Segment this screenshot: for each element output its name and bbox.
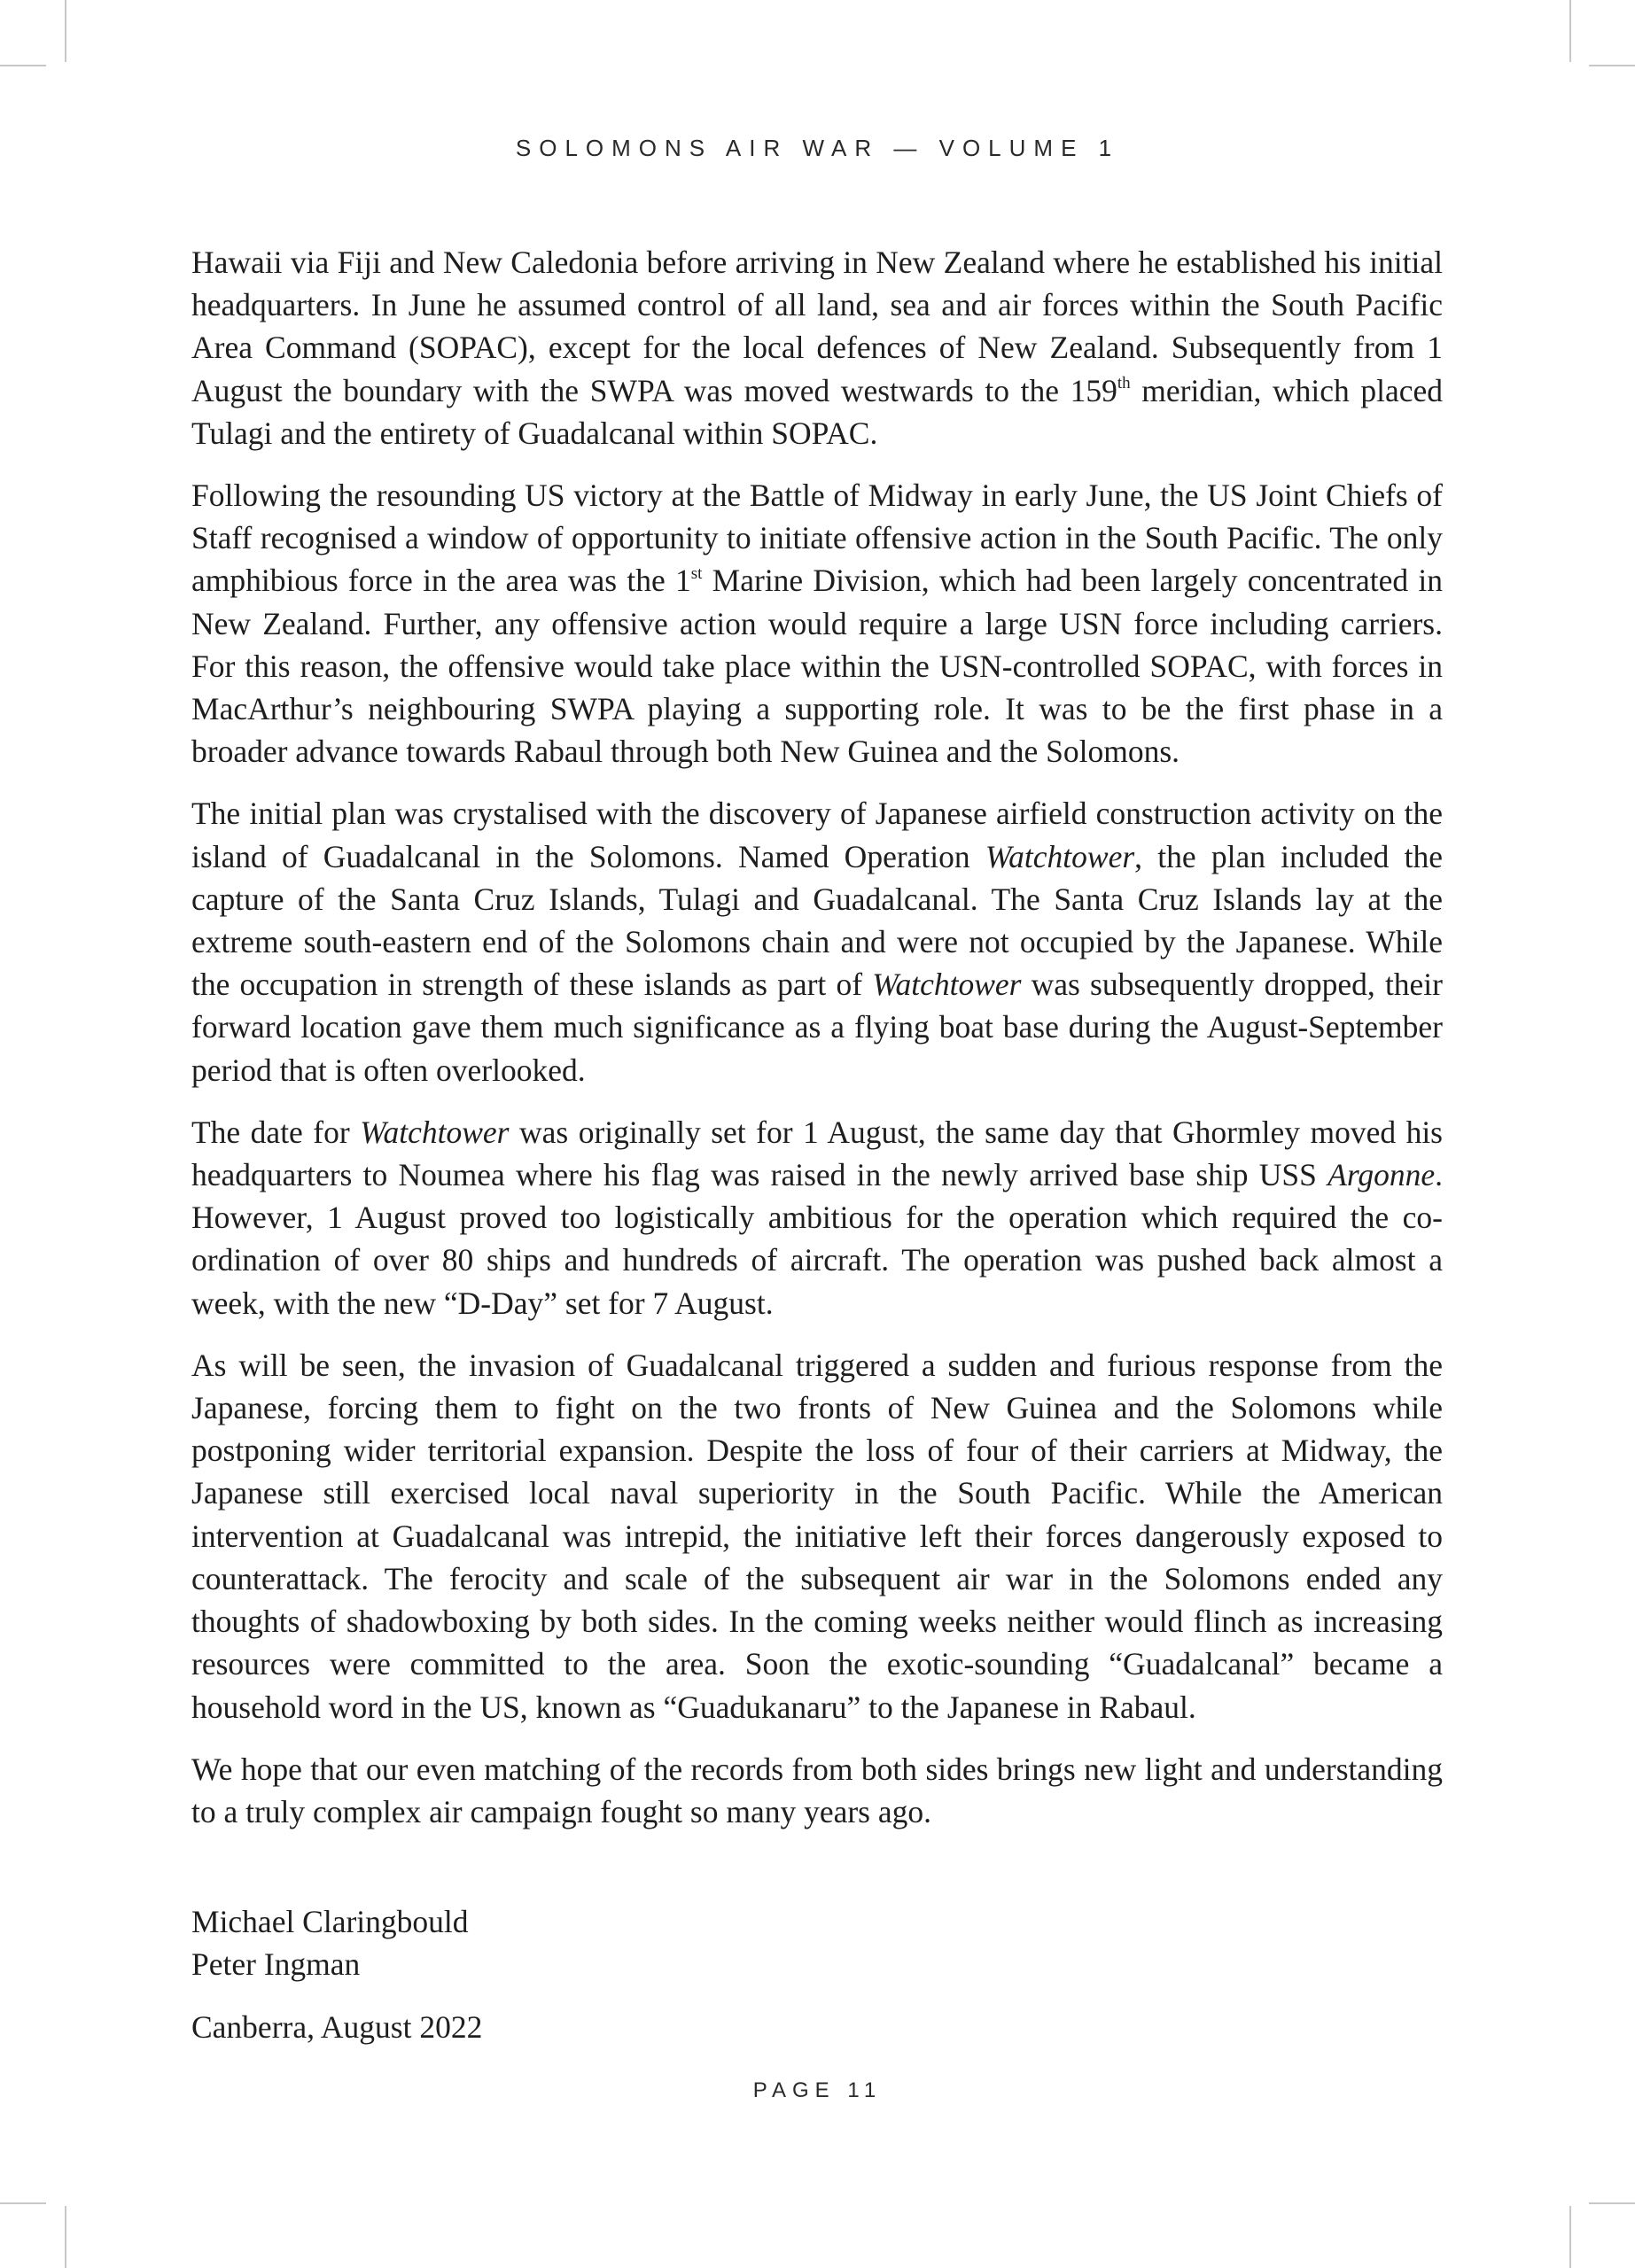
crop-mark [65, 2206, 66, 2268]
body-text [191, 241, 1443, 2048]
crop-mark [1569, 2206, 1571, 2268]
crop-mark [1589, 2202, 1635, 2204]
paragraph-text: Hawaii via Fiji and New Caledonia before arriving in New Zealand where he established his initial headquarters. In June he assumed control of all land, sea and air forces within the South Pacific Area Command (SOPAC), except for the local defences of New Zealand. Subsequently from 1 August the boundary with the SWPA was moved westwards to the 159 [191, 245, 1443, 408]
paragraph-text: Following the resounding US victory at the Battle of Midway in early June, the US Joint Chiefs of Staff recognised a window of opportunity to initiate offensive action in the South Pacific. The only amphibious force in the area was the 1 [191, 478, 1443, 599]
page-number: PAGE 11 [752, 2078, 883, 2102]
superscript: th [1117, 373, 1131, 392]
paragraph-text: . However, 1 August proved too logistically ambitious for the operation which required the co-ordination of over 80 ships and hundreds of aircraft. The operation was pushed back almost a week, with the new “D-Day” set for 7 August. [191, 1157, 1443, 1321]
italic-text: Watchtower [360, 1114, 510, 1150]
paragraph-text: , the plan included the capture of the Santa Cruz Islands, Tulagi and Guadalcanal. The Santa Cruz Islands lay at the extreme south-eastern end of the Solomons chain and were not occupied by the Japanese. While the occupation in strength of these islands as part of [191, 838, 1443, 1003]
author-name: Peter Ingman [191, 1946, 361, 1983]
paragraph [191, 241, 1443, 454]
running-head: SOLOMONS AIR WAR — VOLUME 1 [515, 135, 1120, 161]
author-name: Michael Claringbould [191, 1904, 469, 1940]
paragraph [191, 1111, 1443, 1324]
crop-mark [0, 65, 46, 66]
italic-text: Argonne [1327, 1157, 1436, 1193]
signoff [191, 1900, 1443, 2048]
paragraph: As will be seen, the invasion of Guadalcanal triggered a sudden and furious response from the Japanese, forcing them to fight on the two fronts of New Guinea and the Solomons while postponing wider territorial expansion. Despite the loss of four of their carriers at Midway, the Japanese still exercised local naval superiority in the South Pacific. While the American intervention at Guadalcanal was intrepid, the initiative left their forces dangerously exposed to counterattack. The ferocity and scale of the subsequent air war in the Solomons ended any thoughts of shadowboxing by both sides. In the coming weeks neither would flinch as increasing resources were committed to the area. Soon the exotic-sounding “Guadalcanal” became a household word in the US, known as “Guadukanaru” to the Japanese in Rabaul. [191, 1347, 1443, 1725]
paragraph-text: meridian, which placed Tulagi and the entirety of Guadalcanal within SOPAC. [191, 372, 1443, 451]
paragraph-text: Marine Division, which had been largely concentrated in New Zealand. Further, any offensive action would require a large USN force including carriers. For this reason, the offensive would take place within the USN-controlled SOPAC, with forces in MacArthur’s neighbouring SWPA playing a supporting role. It was to be the first phase in a broader advance towards Rabaul through both New Guinea and the Solomons. [191, 563, 1443, 770]
crop-mark [65, 0, 66, 62]
paragraph [191, 474, 1443, 773]
place-date: Canberra, August 2022 [191, 2008, 483, 2045]
crop-mark [1589, 65, 1635, 66]
crop-mark [1569, 0, 1571, 62]
paragraph-text: The initial plan was crystalised with the discovery of Japanese airfield construction activity on the island of Guadalcanal in the Solomons. Named Operation [191, 796, 1443, 874]
paragraph [191, 792, 1443, 1091]
italic-text: Watchtower [872, 967, 1022, 1003]
crop-mark [0, 2202, 46, 2204]
paragraph: We hope that our even matching of the records from both sides brings new light and understanding to a truly complex air campaign fought so many years ago. [191, 1751, 1443, 1829]
italic-text: Watchtower [985, 838, 1135, 874]
paragraph-text: The date for [191, 1114, 361, 1150]
paragraph-text: was subsequently dropped, their forward location gave them much significance as a flying boat base during the August-September period that is often overlooked. [191, 967, 1443, 1088]
superscript: st [690, 563, 703, 583]
paragraph-text: was originally set for 1 August, the same day that Ghormley moved his headquarters to Noumea where his flag was raised in the newly arrived base ship USS [191, 1114, 1443, 1193]
